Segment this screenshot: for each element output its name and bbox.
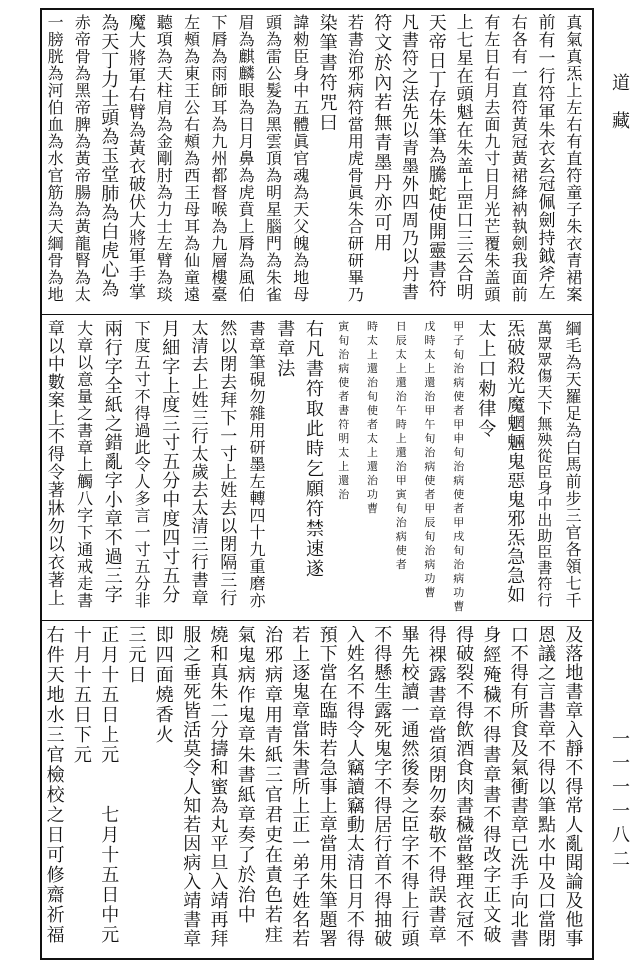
folio-char-6: 二 [612, 849, 630, 870]
text-column: 眉 為 麒 麟 眼 為 日 月 鼻 為 虎 賁 上 脣 為 風 伯 [238, 14, 255, 304]
text-column: 戊 時 太 上 還 治 甲 午 旬 治 病 使 者 甲 辰 旬 治 病 功 曹 [424, 320, 436, 599]
text-column: 符 文 於 內 若 無 青 墨 丹 亦 可 用 [374, 14, 393, 254]
text-column: 燒 和 真 朱 二 分 擣 和 蜜 為 丸 平 旦 入 靖 再 拜 [210, 626, 229, 950]
text-column: 炁 破 殺 光 魔 魍 魎 鬼 惡 鬼 邪 炁 急 急 如 [507, 320, 526, 606]
text-column: 日 辰 太 上 還 治 午 時 上 還 治 甲 寅 旬 治 病 使 者 [395, 320, 407, 571]
text-column: 太 清 去 上 姓 三 行 太 歲 去 太 清 三 行 書 章 [191, 320, 209, 609]
text-column: 服 之 垂 死 皆 活 莫 令 人 知 若 因 病 入 靖 書 章 [183, 626, 202, 950]
text-column: 得 破 裂 不 得 飲 酒 食 肉 書 穢 當 整 理 衣 冠 不 [456, 626, 475, 950]
text-column: 正 月 十 五 日 上 元 七 月 十 五 日 中 元 [101, 626, 120, 946]
text-column: 入 姓 名 不 得 令 人 竊 讀 竊 動 太 清 日 月 不 得 [346, 626, 365, 950]
text-column: 右 各 有 一 直 符 黃 冠 黃 裙 絳 衲 執 劍 我 面 前 [511, 14, 528, 304]
text-column: 一 膀 胱 為 河 伯 血 為 水 官 筋 為 天 綱 骨 為 地 [47, 14, 64, 304]
folio-char-3: 一 [612, 777, 630, 798]
text-column: 甲 子 旬 治 病 使 者 甲 申 旬 治 病 使 者 甲 戌 旬 治 病 功 曹 [453, 320, 465, 613]
text-column: 得 裸 露 書 章 當 須 閉 勿 泰 敬 不 得 誤 書 章 [428, 626, 447, 946]
text-column: 恩 議 之 言 書 章 不 得 以 筆 點 水 中 及 口 當 閉 [538, 626, 556, 950]
text-column: 十 月 十 五 日 下 元 [73, 626, 92, 766]
text-column: 然 以 閉 去 拜 下 一 寸 上 姓 去 以 閉 隔 三 行 [220, 320, 238, 609]
text-column: 萬 眾 眾 傷 天 下 無 殃 從 臣 身 中 出 助 臣 書 符 行 [537, 320, 553, 609]
folio-char-4: 一 [612, 801, 630, 822]
text-column: 真 氣 真 炁 上 左 右 有 直 符 童 子 朱 衣 青 裙 案 [566, 14, 583, 304]
text-column: 赤 帝 骨 為 黑 帝 脾 為 黃 帝 腸 為 黃 龍 腎 為 太 [74, 14, 91, 304]
folio-char-1: 一 [612, 729, 630, 750]
text-column: 頭 為 雷 公 髮 為 黑 雲 頂 為 明 星 腦 門 為 朱 雀 [265, 14, 282, 304]
text-column: 大 章 以 意 量 之 書 章 上 觸 八 字 下 通 戒 走 書 [77, 320, 94, 610]
text-column: 身 經 殗 穢 不 得 書 章 書 不 得 改 字 正 文 破 [483, 626, 502, 946]
folio-char-2: 一 [612, 753, 630, 774]
text-column: 綱 毛 為 天 羅 足 為 白 馬 前 步 三 官 各 領 七 千 [565, 320, 582, 610]
text-column: 有 左 日 右 月 去 面 九 寸 日 月 光 芒 覆 朱 盖 頭 [484, 14, 501, 304]
margin-title [612, 72, 630, 134]
text-column: 及 落 地 書 章 入 靜 不 得 常 人 亂 聞 論 及 他 事 [565, 626, 584, 950]
margin-title-char-1: 道 [612, 73, 630, 94]
text-column: 治 邪 病 章 用 青 紙 三 官 君 吏 在 責 色 若 疰 [265, 626, 283, 946]
text-column: 預 下 當 在 臨 時 若 急 事 上 章 當 用 朱 筆 題 署 [319, 626, 338, 950]
text-column: 右 件 天 地 水 三 官 檢 校 之 日 可 修 齋 祈 福 [46, 626, 65, 946]
text-column: 不 得 懸 生 露 死 鬼 字 不 得 居 行 首 不 得 抽 破 [374, 626, 393, 950]
text-column: 諱 勑 臣 身 中 五 體 眞 官 魂 為 天 父 魄 為 地 母 [293, 14, 310, 304]
text-column: 凡 書 符 之 法 先 以 青 墨 外 四 周 乃 以 丹 書 [402, 14, 419, 303]
text-column: 太 上 口 勑 律 令 [478, 320, 497, 440]
margin-title-char-2: 藏 [612, 111, 630, 132]
text-column: 氣 鬼 病 作 鬼 章 朱 書 紙 章 奏 了 於 治 中 [237, 626, 256, 926]
text-column: 左 頰 為 東 王 公 右 頰 為 西 王 母 耳 為 仙 童 遠 [184, 14, 201, 304]
text-column: 聽 項 為 天 柱 肩 為 金 剛 肘 為 力 士 左 臂 為 琰 [156, 14, 173, 304]
text-column: 即 四 面 燒 香 火 [155, 626, 174, 746]
text-column: 兩 行 字 全 紙 之 錯 亂 字 小 章 不 過 三 字 [104, 320, 123, 606]
register-divider-2 [40, 620, 594, 621]
text-column: 若 書 治 邪 病 符 當 用 虎 骨 眞 朱 合 研 研 畢 乃 [347, 14, 364, 304]
text-column: 月 細 字 上 度 三 寸 五 分 中 度 四 寸 五 分 [162, 320, 181, 606]
text-column: 書 章 法 [277, 320, 296, 380]
text-column: 書 章 筆 硯 勿 雜 用 研 墨 左 轉 四 十 九 重 磨 亦 [249, 320, 266, 610]
text-column: 為 天 丁 力 士 頭 為 玉 堂 肺 為 白 虎 心 為 [101, 14, 120, 300]
text-column: 下 度 五 寸 不 得 過 此 令 人 多 言 一 寸 五 分 非 [134, 320, 151, 610]
text-column: 染 筆 書 符 咒 曰 [319, 14, 338, 134]
register-divider-1 [40, 314, 594, 315]
text-column: 前 有 一 行 符 軍 朱 衣 玄 冠 佩 劍 持 鉞 斧 左 [538, 14, 556, 303]
text-column: 寅 旬 治 病 使 者 書 符 明 太 上 還 治 [338, 320, 350, 501]
text-column: 畢 先 校 讀 一 通 然 後 奏 之 臣 字 不 得 上 行 頭 [401, 626, 420, 950]
folio-char-5: 八 [612, 825, 630, 846]
text-column: 時 太 上 還 治 旬 使 者 太 上 還 治 功 曹 [367, 320, 378, 515]
text-column: 口 不 得 有 所 食 及 氣 衝 書 章 已 洗 手 向 北 書 [510, 626, 529, 950]
text-column: 若 上 逐 鬼 章 當 朱 書 所 上 正 一 弟 子 姓 名 若 [292, 626, 311, 950]
folio-number [612, 728, 630, 872]
text-column: 上 七 星 在 頭 魁 在 朱 盖 上 罡 口 三 云 合 明 [456, 14, 474, 303]
text-column: 魔 大 將 軍 右 臂 為 黃 衣 破 伏 大 將 軍 手 掌 [129, 14, 146, 303]
text-column: 章 以 中 數 案 上 不 得 令 著 牀 勿 以 衣 著 上 [47, 320, 65, 609]
text-column: 三 元 日 [128, 626, 147, 686]
text-column: 天 帝 日 丁 存 朱 筆 為 騰 蛇 使 開 靈 書 符 [428, 14, 447, 300]
text-column: 右 凡 書 符 取 此 時 乞 願 符 禁 速 遂 [306, 320, 324, 580]
text-column: 下 脣 為 雨 師 耳 為 九 州 都 督 喉 為 九 層 樓 臺 [211, 14, 228, 304]
